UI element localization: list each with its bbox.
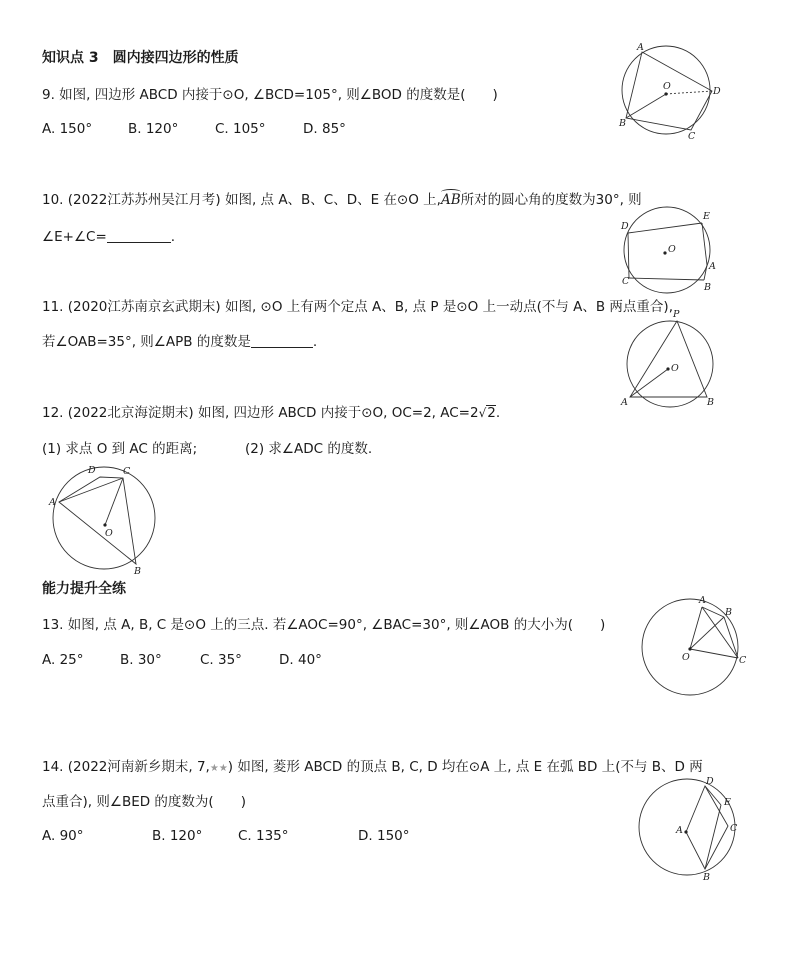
q14-label-e: E [724,797,731,808]
q9-label-o: O [663,81,671,92]
q12-radicand: 2 [487,405,496,421]
q9-label-a: A [637,42,644,53]
section-heading-kp3: 知识点 3 圆内接四边形的性质 [42,50,239,66]
q14-option-c: C. 135° [238,828,289,844]
q9-option-d: D. 85° [303,121,346,137]
q10-segment-de [628,223,702,233]
q11-period: . [312,334,318,350]
q11-label-a: A [621,397,628,408]
q11-triangle-pab [630,321,707,397]
q12-quadrilateral [59,477,136,564]
q10-arc-ab: AB [440,192,461,208]
q14-segment-de [705,786,721,805]
q10-expression: ∠E+∠C= [42,229,107,245]
q13-option-a: A. 25° [42,652,84,668]
q12-label-d: D [88,465,96,476]
q9-radius-ob [626,94,666,118]
q10-label-b: B [704,282,711,293]
q14-option-d: D. 150° [358,828,410,844]
q12-figure [45,463,165,575]
q9-option-a: A. 150° [42,121,93,137]
q13-label-c: C [739,655,747,666]
q10-line2 [42,228,175,246]
q11-answer-blank [251,333,313,348]
q12-label-o: O [105,528,113,539]
q13-segment-oc [690,649,738,658]
q12-label-a: A [49,497,56,508]
q9-center [664,92,667,95]
q10-segment-ab [704,265,707,280]
difficulty-stars-icon: ★★ [209,763,228,774]
q12-stem: 12. (2022北京海淀期末) 如图, 四边形 ABCD 内接于⊙O, OC=2, AC=2 [42,405,479,421]
q11-label-b: B [707,397,714,408]
q14-line1 [42,758,703,778]
q12-line1 [42,404,500,422]
q10-label-o: O [668,244,676,255]
q12-label-b: B [134,566,141,577]
q14-option-a: A. 90° [42,828,84,844]
q9-stem: 9. 如图, 四边形 ABCD 内接于⊙O, ∠BCD=105°, 则∠BOD 的度数是( ) [42,87,498,103]
q10-answer-blank [107,228,171,243]
q13-option-d: D. 40° [279,652,322,668]
q11-label-o: O [671,363,679,374]
q10-label-c: C [622,276,630,287]
q10-label-e: E [703,211,710,222]
q14-label-c: C [730,823,738,834]
q9-figure [615,40,725,140]
q9-radius-od [666,91,712,94]
q13-center [688,647,691,650]
q10-line1 [42,191,642,209]
q10-stem-pre: 10. (2022江苏苏州吴江月考) 如图, 点 A、B、C、D、E 在⊙O 上, [42,192,441,208]
q13-option-c: C. 35° [200,652,242,668]
q10-segment-cb [629,278,704,280]
q9-option-b: B. 120° [128,121,179,137]
q9-label-c: C [688,131,696,142]
q11-line1: 11. (2020江苏南京玄武期末) 如图, ⊙O 上有两个定点 A、B, 点 P 是⊙O 上一动点(不与 A、B 两点重合), [42,299,673,315]
q10-figure [615,205,725,295]
q10-label-a: A [709,261,716,272]
q10-period: . [170,229,176,245]
q13-label-a: A [699,595,706,606]
q14-stem-post: ) 如图, 菱形 ABCD 的顶点 B, C, D 均在⊙A 上, 点 E 在弧 BD 上(不与 B、D 两 [227,759,703,775]
q12-sub2: (2) 求∠ADC 的度数. [245,441,373,457]
q12-radius-oc [105,478,123,525]
q12-circle [53,467,155,569]
q14-center [684,830,687,833]
q14-option-b: B. 120° [152,828,203,844]
q11-line2 [42,333,317,351]
q9-option-c: C. 105° [215,121,266,137]
q11-stem: 若∠OAB=35°, 则∠APB 的度数是 [42,334,251,350]
q10-label-d: D [621,221,629,232]
q14-label-a: A [676,825,683,836]
q12-center [103,523,106,526]
q12-period: . [495,405,501,421]
q10-center [663,251,666,254]
q9-label-d: D [713,86,721,97]
q13-circle [642,599,738,695]
q11-circle [627,321,713,407]
q13-segment-oa [690,607,702,649]
q14-stem-pre: 14. (2022河南新乡期末, 7, [42,759,210,775]
q14-circle [639,779,735,875]
q12-label-c: C [123,466,131,477]
q14-line2: 点重合), 则∠BED 的度数为( ) [42,794,246,810]
q14-rhombus [686,786,728,869]
sqrt-sign: √ [478,406,487,420]
q14-segment-be [705,805,721,869]
q12-sub1: (1) 求点 O 到 AC 的距离; [42,441,198,457]
q14-label-b: B [703,872,710,883]
q10-stem-post: 所对的圆心角的度数为30°, 则 [460,192,642,208]
q13-figure [638,592,750,700]
q14-figure [635,775,750,885]
q11-label-p: P [673,309,680,320]
q13-label-o: O [682,652,690,663]
q13-option-b: B. 30° [120,652,162,668]
q11-center [666,367,669,370]
q13-stem: 13. 如图, 点 A, B, C 是⊙O 上的三点. 若∠AOC=90°, ∠BAC=30°, 则∠AOB 的大小为( ) [42,617,606,633]
q14-label-d: D [706,776,714,787]
section-heading-ability: 能力提升全练 [42,581,126,597]
q13-segment-ob [690,617,724,649]
q13-label-b: B [725,607,732,618]
q13-segment-bc [724,617,738,658]
q11-figure [615,308,725,410]
q10-segment-dc [628,233,629,278]
q11-radius-oa [630,369,668,397]
q9-label-b: B [619,118,626,129]
